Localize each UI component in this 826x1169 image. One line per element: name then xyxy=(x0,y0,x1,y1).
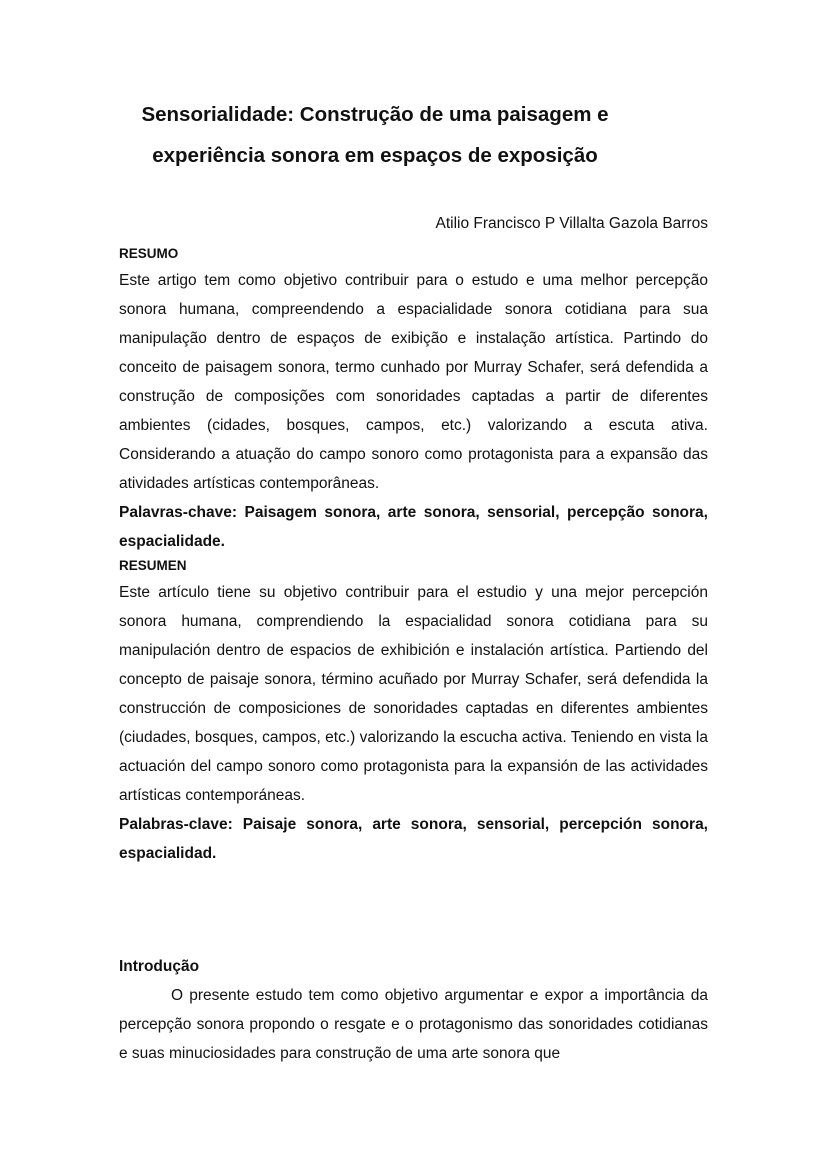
resumo-text: Este artigo tem como objetivo contribuir para o estudo e uma melhor percepção sonora humana, compreendendo a espacialidade sonora cotidiana para sua manipulação dentro de espaços de exibição e instalação artística. Partindo do conceito de paisagem sonora, termo cunhado por Murray Schafer, será defendida a construção de composições com sonoridades captadas a partir de diferentes ambientes (cidades, bosques, campos, etc.) valorizando a escuta ativa. Considerando a atuação do campo sonoro como protagonista para a expansão das atividades artísticas contemporâneas. xyxy=(119,272,708,492)
resumen-label: RESUMEN xyxy=(119,558,187,573)
resumo-label: RESUMO xyxy=(119,246,179,261)
resumen-text: Este artículo tiene su objetivo contribuir para el estudio y una mejor percepción sonora humana, comprendiendo la espacialidad sonora cotidiana para su manipulación dentro de espacios de exhibición e instalación artística. Partiendo del concepto de paisaje sonora, término acuñado por Murray Schafer, será defendida la construcción de composiciones de sonoridades captadas en diferentes ambientes (ciudades, bosques, campos, etc.) valorizando la escucha activa. Teniendo en vista la actuación del campo sonoro como protagonista para la expansión de las actividades artísticas contemporáneas. xyxy=(119,584,708,804)
introducao-heading: Introdução xyxy=(119,958,200,975)
document-title: Sensorialidade: Construção de uma paisagem e experiência sonora em espaços de exposição xyxy=(141,103,609,167)
introducao-text: O presente estudo tem como objetivo argumentar e expor a importância da percepção sonora propondo o resgate e o protagonismo das sonoridades cotidianas e suas minuciosidades para construção de uma arte sonora que xyxy=(119,987,708,1062)
resumen-keywords: Palabras-clave: Paisaje sonora, arte sonora, sensorial, percepción sonora, espacialidad. xyxy=(119,816,708,862)
author-name: Atilio Francisco P Villalta Gazola Barros xyxy=(435,215,708,232)
introducao-section xyxy=(119,952,708,1068)
resumo-section xyxy=(119,242,708,556)
resumen-section xyxy=(119,554,708,868)
resumo-keywords: Palavras-chave: Paisagem sonora, arte sonora, sensorial, percepção sonora, espacialidade. xyxy=(119,504,708,550)
